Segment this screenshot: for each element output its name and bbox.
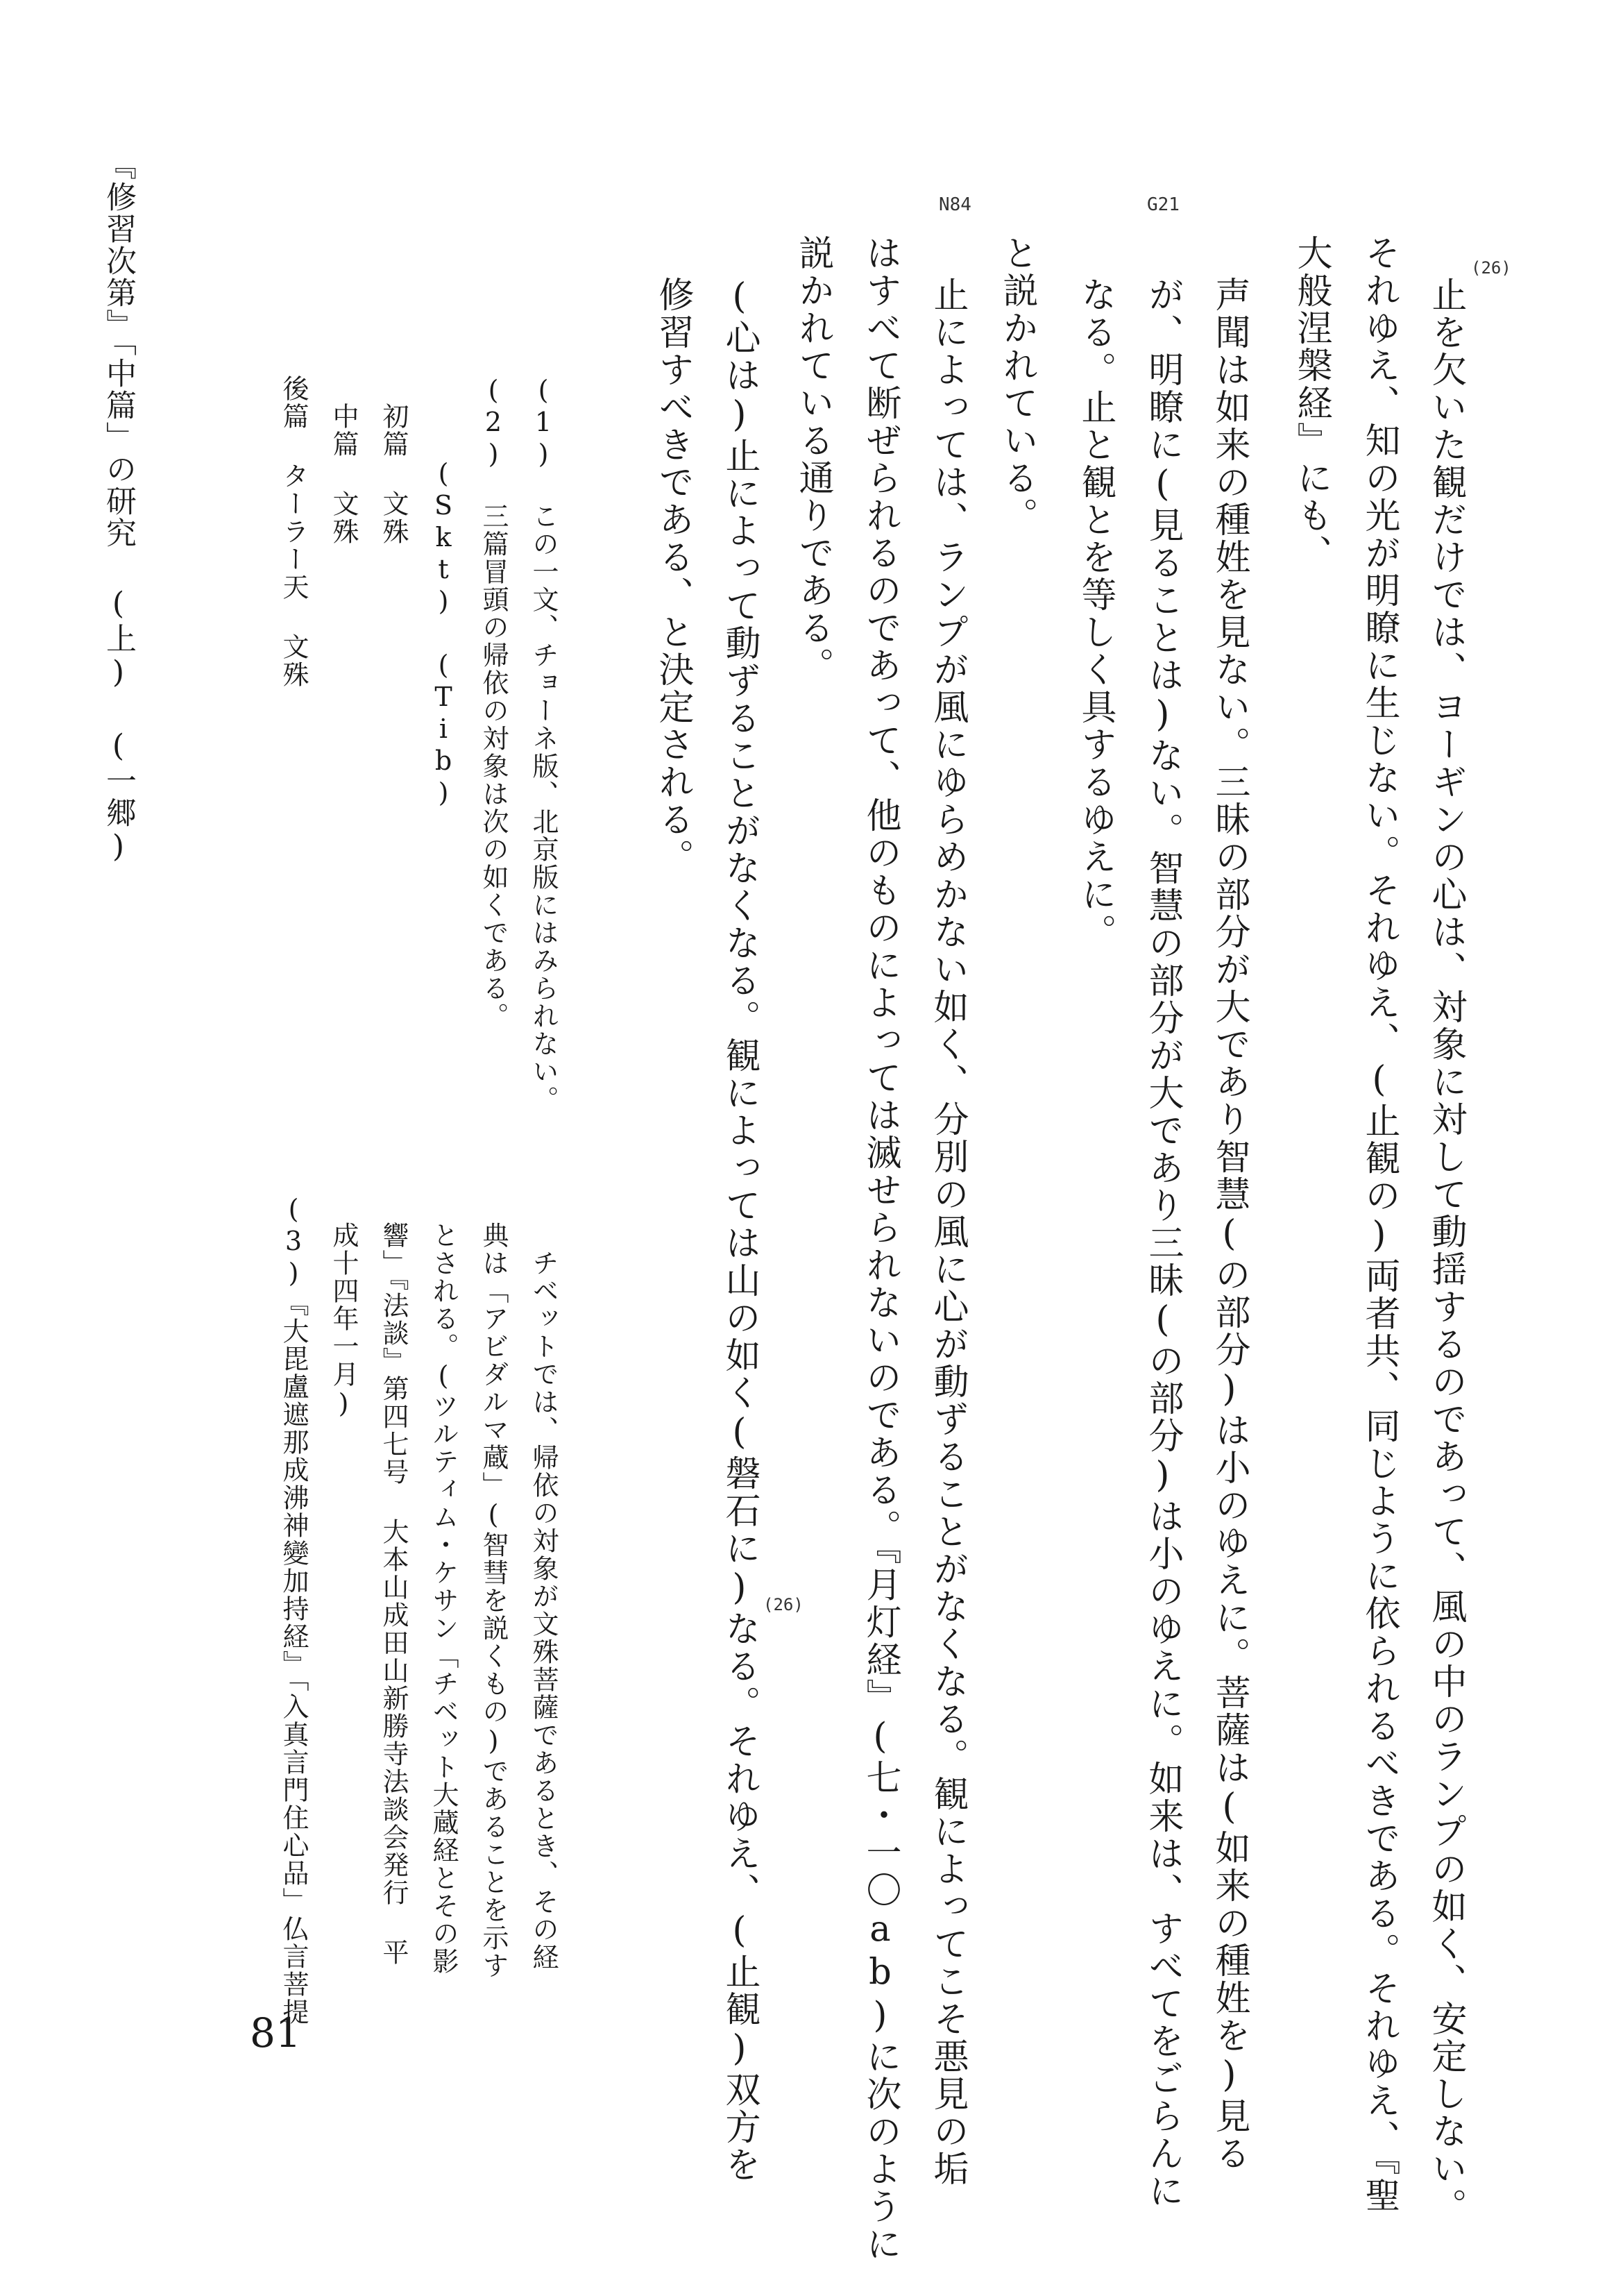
note-lower-4: 響」『法談』第四七号 大本山成田山新勝寺法談会発行 平 (378, 1222, 409, 1966)
main-column-6: なる。止と観とを等しく具するゆえに。 (1075, 276, 1116, 951)
note-2-row-1: 初篇 文殊 (378, 403, 409, 546)
main-column-5: が、明瞭に(見ることは)ない。智慧の部分が大であり三昧(の部分)は小のゆえに。如来は、すべてをごらんに (1142, 276, 1183, 2210)
main-column-2: それゆえ、知の光が明瞭に生じない。それゆえ、(止観の)両者共、同じように依られるべきである。それゆえ、『聖 (1359, 235, 1400, 2215)
main-column-7: と説かれている。 (996, 235, 1037, 534)
main-column-12: 修習すべきである、と決定される。 (652, 276, 693, 876)
margin-ref-g21: G21 (1147, 194, 1180, 215)
note-2-header: (Skt) (Tib) (428, 458, 459, 809)
main-column-4: 声聞は如来の種姓を見ない。三昧の部分が大であり智慧(の部分)は小のゆえに。菩薩は(如来の種姓を)見る (1209, 276, 1250, 2172)
main-column-11: (心は)止によって動ずることがなくなる。観によっては山の如く(磐石に)なる。それゆえ、(止観)双方を (719, 276, 760, 2184)
main-column-3: 大般涅槃経』にも、 (1291, 235, 1332, 572)
note-lower-5: 成十四年一月) (328, 1222, 359, 1420)
page-number: 81 (250, 2009, 301, 2057)
main-column-10: 説かれている通りである。 (792, 235, 833, 684)
main-column-8: 止によっては、ランプが風にゆらめかない如く、分別の風に心が動ずることがなくなる。観によってこそ悪見の垢 (927, 276, 968, 2188)
running-head: 『修習次第』「中篇」の研究 (上) (一郷) (101, 149, 136, 866)
note-2: (2) 三篇冒頭の帰依の対象は次の如くである。 (478, 375, 509, 1030)
main-column-1: 止を欠いた観だけでは、ヨーギンの心は、対象に対して動揺するのであって、風の中のランプの如く、安定しない。 (1425, 276, 1466, 2225)
note-lower-2: 典は「アビダルマ蔵」(智彗を説くもの)であることを示す (478, 1222, 509, 1980)
note-1: (1) この一文、チョーネ版、北京版にはみられない。 (528, 375, 559, 1113)
note-2-row-2: 中篇 文殊 (328, 403, 359, 546)
margin-ref-n84: N84 (939, 194, 971, 215)
note-2-row-3: 後篇 ターラー天 文殊 (278, 375, 309, 689)
main-column-9: はすべて断ぜられるのであって、他のものによっては滅せられないのである。『月灯経』(七・一〇ab)に次のように (860, 235, 901, 2263)
note-marker: (26) (1471, 258, 1511, 278)
note-lower-1: チベットでは、帰依の対象が文殊菩薩であるとき、その経 (528, 1249, 559, 1971)
note-marker: (26) (763, 1595, 804, 1614)
note-lower-6: (3)『大毘盧遮那成沸神變加持経』「入真言門住心品」仏言菩提 (278, 1194, 309, 2026)
note-lower-3: とされる。(ツルティム・ケサン「チベット大蔵経とその影 (428, 1222, 459, 1975)
